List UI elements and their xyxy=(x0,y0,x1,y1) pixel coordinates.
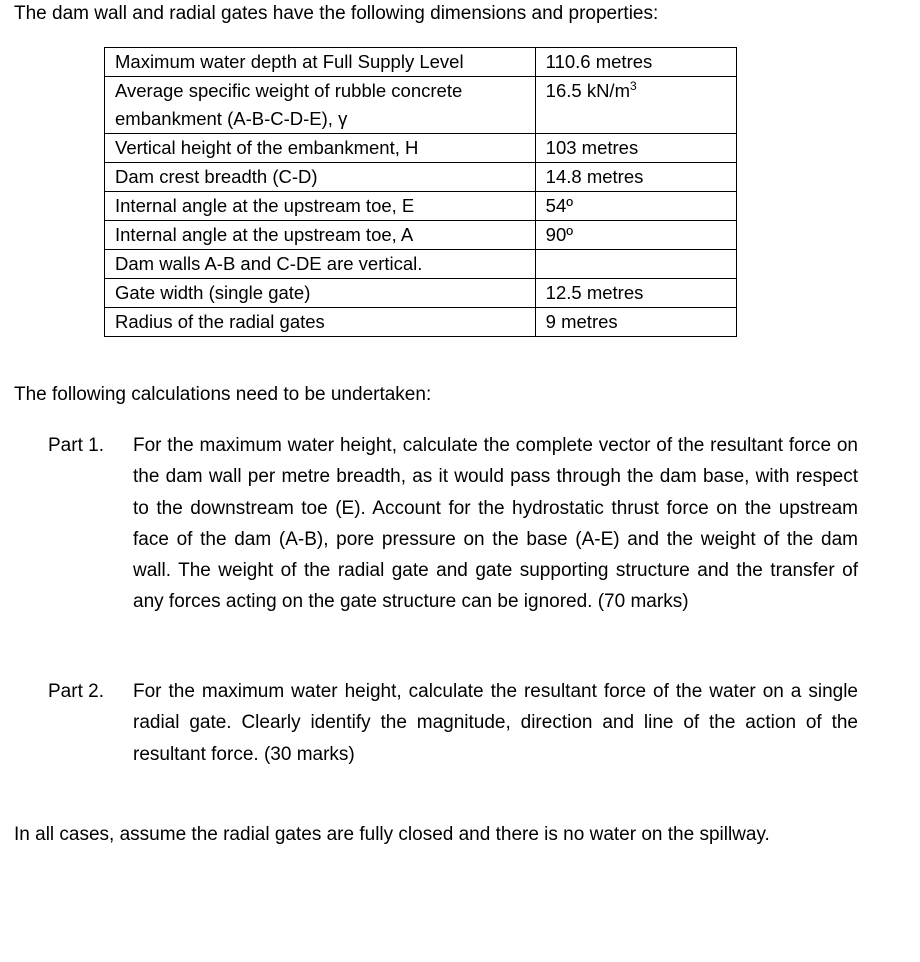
footer-note: In all cases, assume the radial gates are fully closed and there is no water on the spillway. xyxy=(14,824,770,845)
part-text: For the maximum water height, calculate the resultant force of the water on a single radial gate. Clearly identify the magnitude, direction and line of the action of the resultant force. (30 marks) xyxy=(133,681,858,765)
row-value: 14.8 metres xyxy=(535,163,736,192)
row-label: Maximum water depth at Full Supply Level xyxy=(105,48,536,77)
row-label: Average specific weight of rubble concrete embankment (A-B-C-D-E), γ xyxy=(105,77,536,134)
part-number: Part 2. xyxy=(48,681,104,702)
properties-table xyxy=(104,47,737,337)
row-value-superscript: 3 xyxy=(629,78,637,93)
row-value-text: 16.5 kN/m xyxy=(545,80,630,101)
row-value: 9 metres xyxy=(535,308,736,337)
calculations-heading: The following calculations need to be undertaken: xyxy=(14,384,432,405)
row-value: 54º xyxy=(535,192,736,221)
table-row xyxy=(105,308,737,337)
row-label: Dam walls A-B and C-DE are vertical. xyxy=(105,250,536,279)
table-row xyxy=(105,279,737,308)
row-value: 110.6 metres xyxy=(535,48,736,77)
row-label: Dam crest breadth (C-D) xyxy=(105,163,536,192)
part-number: Part 1. xyxy=(48,435,104,456)
part-1 xyxy=(48,430,858,618)
table-row xyxy=(105,250,737,279)
row-label: Internal angle at the upstream toe, A xyxy=(105,221,536,250)
row-value: 90º xyxy=(535,221,736,250)
row-label: Gate width (single gate) xyxy=(105,279,536,308)
row-value: 12.5 metres xyxy=(535,279,736,308)
table-row xyxy=(105,48,737,77)
table-row xyxy=(105,134,737,163)
row-label: Internal angle at the upstream toe, E xyxy=(105,192,536,221)
table-row xyxy=(105,77,737,134)
row-value xyxy=(535,250,736,279)
table-row xyxy=(105,192,737,221)
row-label: Vertical height of the embankment, H xyxy=(105,134,536,163)
part-2 xyxy=(48,676,858,770)
intro-text: The dam wall and radial gates have the following dimensions and properties: xyxy=(14,3,659,24)
row-value xyxy=(535,77,736,134)
row-value: 103 metres xyxy=(535,134,736,163)
table-row xyxy=(105,221,737,250)
row-label: Radius of the radial gates xyxy=(105,308,536,337)
part-text: For the maximum water height, calculate the complete vector of the resultant force on the dam wall per metre breadth, as it would pass through the dam base, with respect to the downstream toe (E). Account for the hydrostatic thrust force on the upstream face of the dam (A-B), pore pressure on the base (A-E) and the weight of the dam wall. The weight of the radial gate and gate supporting structure and the transfer of any forces acting on the gate structure can be ignored. (70 marks) xyxy=(133,435,858,613)
table-row xyxy=(105,163,737,192)
